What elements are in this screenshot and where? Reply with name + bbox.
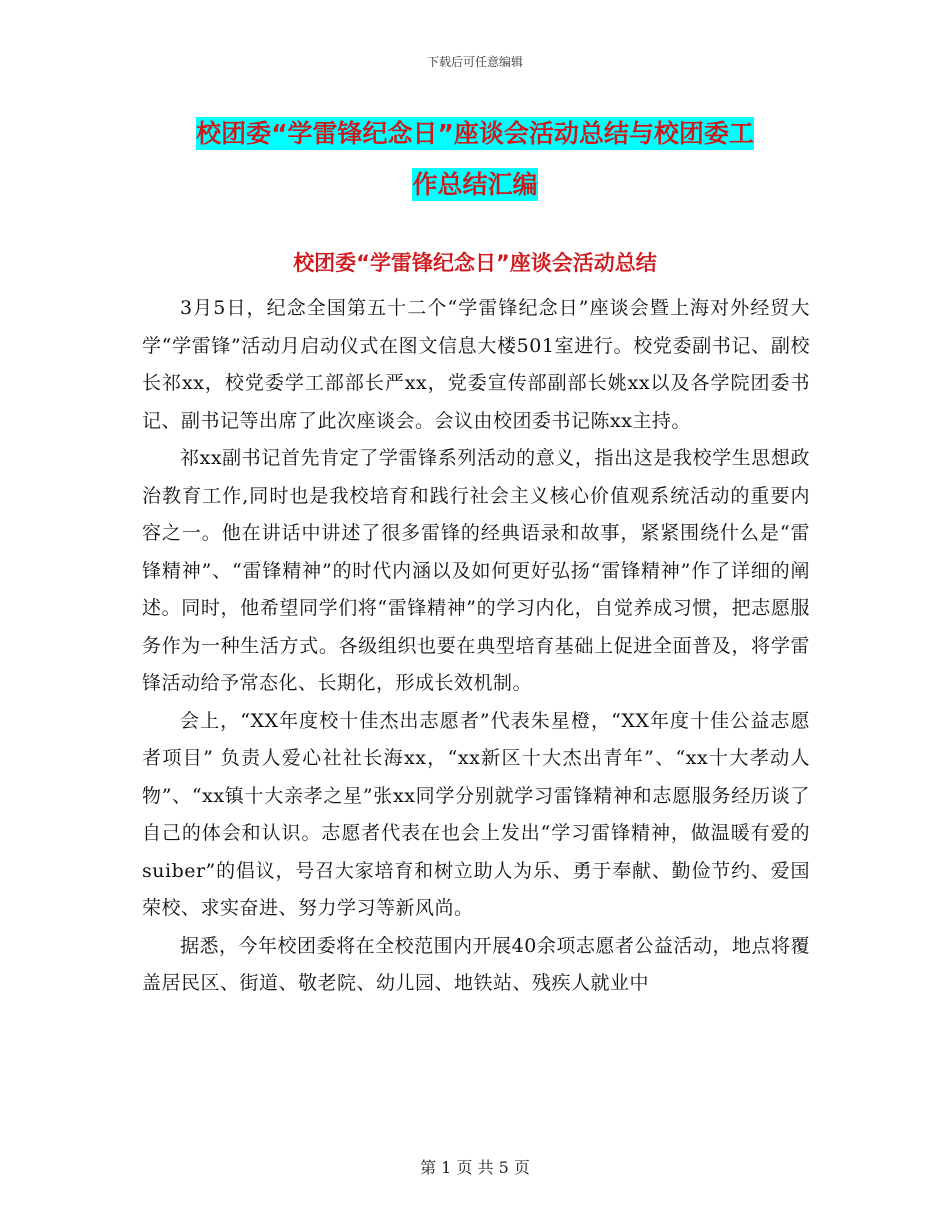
document-body xyxy=(142,290,810,1003)
header-note: 下载后可任意编辑 xyxy=(426,55,523,69)
paragraph: 据悉，今年校团委将在全校范围内开展40余项志愿者公益活动，地点将覆盖居民区、街道、敬老院、幼儿园、地铁站、残疾人就业中 xyxy=(142,934,810,994)
paragraph: 会上，“XX年度校十佳杰出志愿者”代表朱星橙，“XX年度十佳公益志愿者项目” 负责人爱心社社长海xx，“xx新区十大杰出青年”、“xx十大孝动人物”、“xx镇十大亲孝之星”张xx同学分别就学习雷锋精神和志愿服务经历谈了自己的体会和认识。志愿者代表在也会上发出“学习雷锋精神，做温暖有爱的suiber”的倡议，号召大家培育和树立助人为乐、勇于奉献、勤俭节约、爱国荣校、求实奋进、努力学习等新风尚。 xyxy=(142,709,810,919)
document-title-line1: 校团委“学雷锋纪念日”座谈会活动总结与校团委工 xyxy=(196,119,754,148)
paragraph: 3月5日，纪念全国第五十二个“学雷锋纪念日”座谈会暨上海对外经贸大学“学雷锋”活动月启动仪式在图文信息大楼501室进行。校党委副书记、副校长祁xx，校党委学工部部长严xx，党委宣传部副部长姚xx以及各学院团委书记、副书记等出席了此次座谈会。会议由校团委书记陈xx主持。 xyxy=(142,297,810,432)
section-title: 校团委“学雷锋纪念日”座谈会活动总结 xyxy=(293,251,657,275)
document-title xyxy=(130,108,820,210)
document-title-line2: 作总结汇编 xyxy=(412,170,538,199)
page-number: 第 1 页 共 5 页 xyxy=(420,1158,530,1177)
paragraph: 祁xx副书记首先肯定了学雷锋系列活动的意义，指出这是我校学生思想政治教育工作,同时也是我校培育和践行社会主义核心价值观系统活动的重要内容之一。他在讲话中讲述了很多雷锋的经典语录和故事，紧紧围绕什么是“雷锋精神”、“雷锋精神”的时代内涵以及如何更好弘扬“雷锋精神”作了详细的阐述。同时，他希望同学们将“雷锋精神”的学习内化，自觉养成习惯，把志愿服务作为一种生活方式。各级组织也要在典型培育基础上促进全面普及，将学雷锋活动给予常态化、长期化，形成长效机制。 xyxy=(142,447,810,694)
